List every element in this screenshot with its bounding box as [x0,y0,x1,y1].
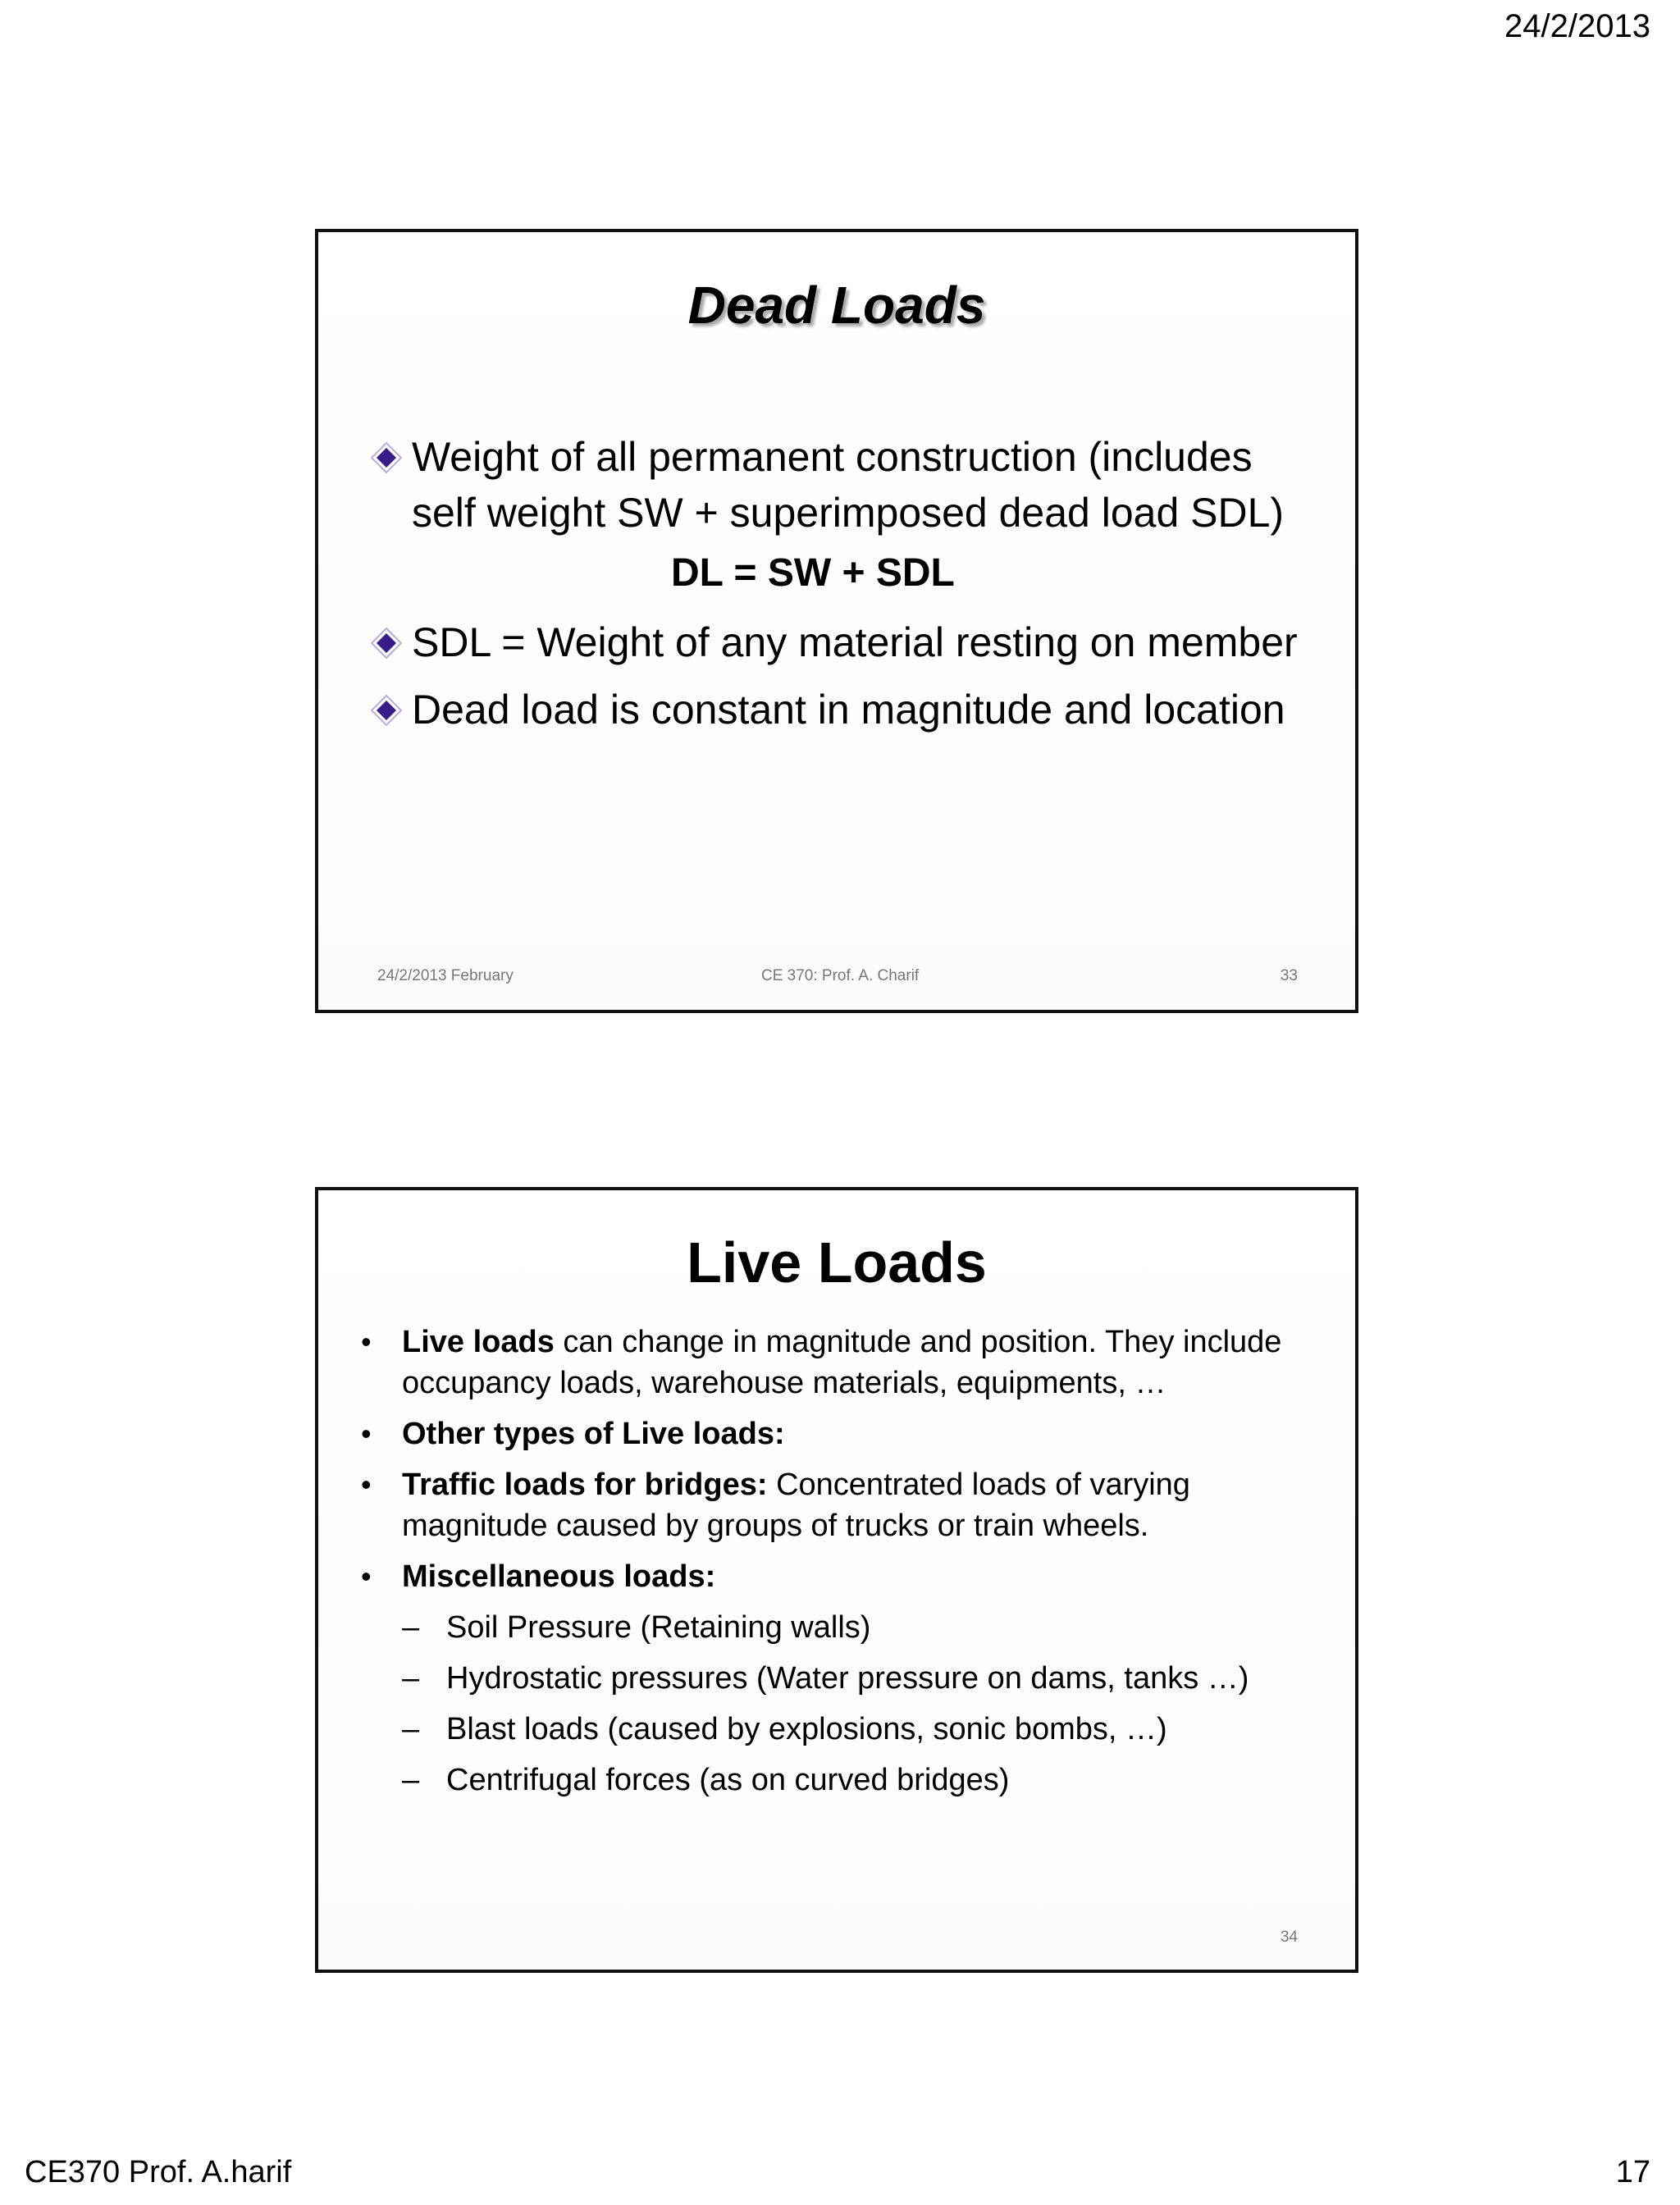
bold-term: Other types of Live loads: [402,1417,785,1451]
slide-live-loads [315,1187,1358,1973]
sub-item-text: Hydrostatic pressures (Water pressure on dams, tanks …) [446,1661,1249,1696]
bullet-text: Weight of all permanent construction (includes self weight SW + superimposed dead load SDL) [412,434,1285,536]
bullet-dot-icon: • [361,1468,372,1501]
slide-title: Dead Loads [687,276,986,335]
page-footer-course: CE370 Prof. A.harif [25,2155,292,2189]
page-number: 17 [1615,2155,1650,2189]
bold-term: Traffic loads for bridges: [402,1468,768,1502]
slide-number: 33 [1280,967,1298,984]
list-item [368,614,1306,670]
bold-term: Live loads [402,1325,555,1359]
diamond-icon [371,695,402,726]
slide-footer [318,967,1355,988]
list-item [359,1413,1306,1454]
diamond-icon [371,442,402,473]
formula: DL = SW + SDL [671,551,955,595]
item-text: can change in magnitude and position. They include occupancy loads, warehouse materials, equipments, … [402,1325,1282,1400]
list-item [368,429,1306,541]
slide-dead-loads [315,229,1358,1013]
dash-icon: – [402,1712,420,1746]
sub-item-text: Blast loads (caused by explosions, sonic bombs, …) [446,1712,1167,1746]
bullet-dot-icon: • [361,1559,372,1593]
page-date: 24/2/2013 [1504,8,1650,44]
dash-icon: – [402,1610,420,1645]
bullet-text: Dead load is constant in magnitude and location [412,687,1285,733]
bullet-dot-icon: • [361,1417,372,1450]
slide-footer-course: CE 370: Prof. A. Charif [761,967,920,984]
slide-title: Live Loads [687,1230,987,1294]
bullet-list [368,429,1306,749]
item-text: Concentrated loads of varying magnitude caused by groups of trucks or train wheels. [402,1468,1190,1543]
list-item [359,1556,1306,1597]
dash-icon: – [402,1763,420,1797]
bullet-list [359,1322,1306,1810]
bullet-dot-icon: • [361,1325,372,1358]
sub-item-text: Centrifugal forces (as on curved bridges) [446,1763,1010,1797]
sub-list-item [359,1709,1306,1750]
list-item [368,682,1306,737]
sub-list-item [359,1607,1306,1648]
sub-list-item [359,1658,1306,1699]
list-item [359,1464,1306,1546]
slide-number: 34 [1280,1929,1298,1946]
list-item [359,1322,1306,1404]
diamond-icon [371,628,402,659]
slide-footer-date: 24/2/2013 February [377,967,514,984]
dash-icon: – [402,1661,420,1696]
bold-term: Miscellaneous loads: [402,1559,716,1594]
sub-item-text: Soil Pressure (Retaining walls) [446,1610,871,1645]
sub-list-item [359,1760,1306,1801]
bullet-text: SDL = Weight of any material resting on member [412,619,1298,665]
